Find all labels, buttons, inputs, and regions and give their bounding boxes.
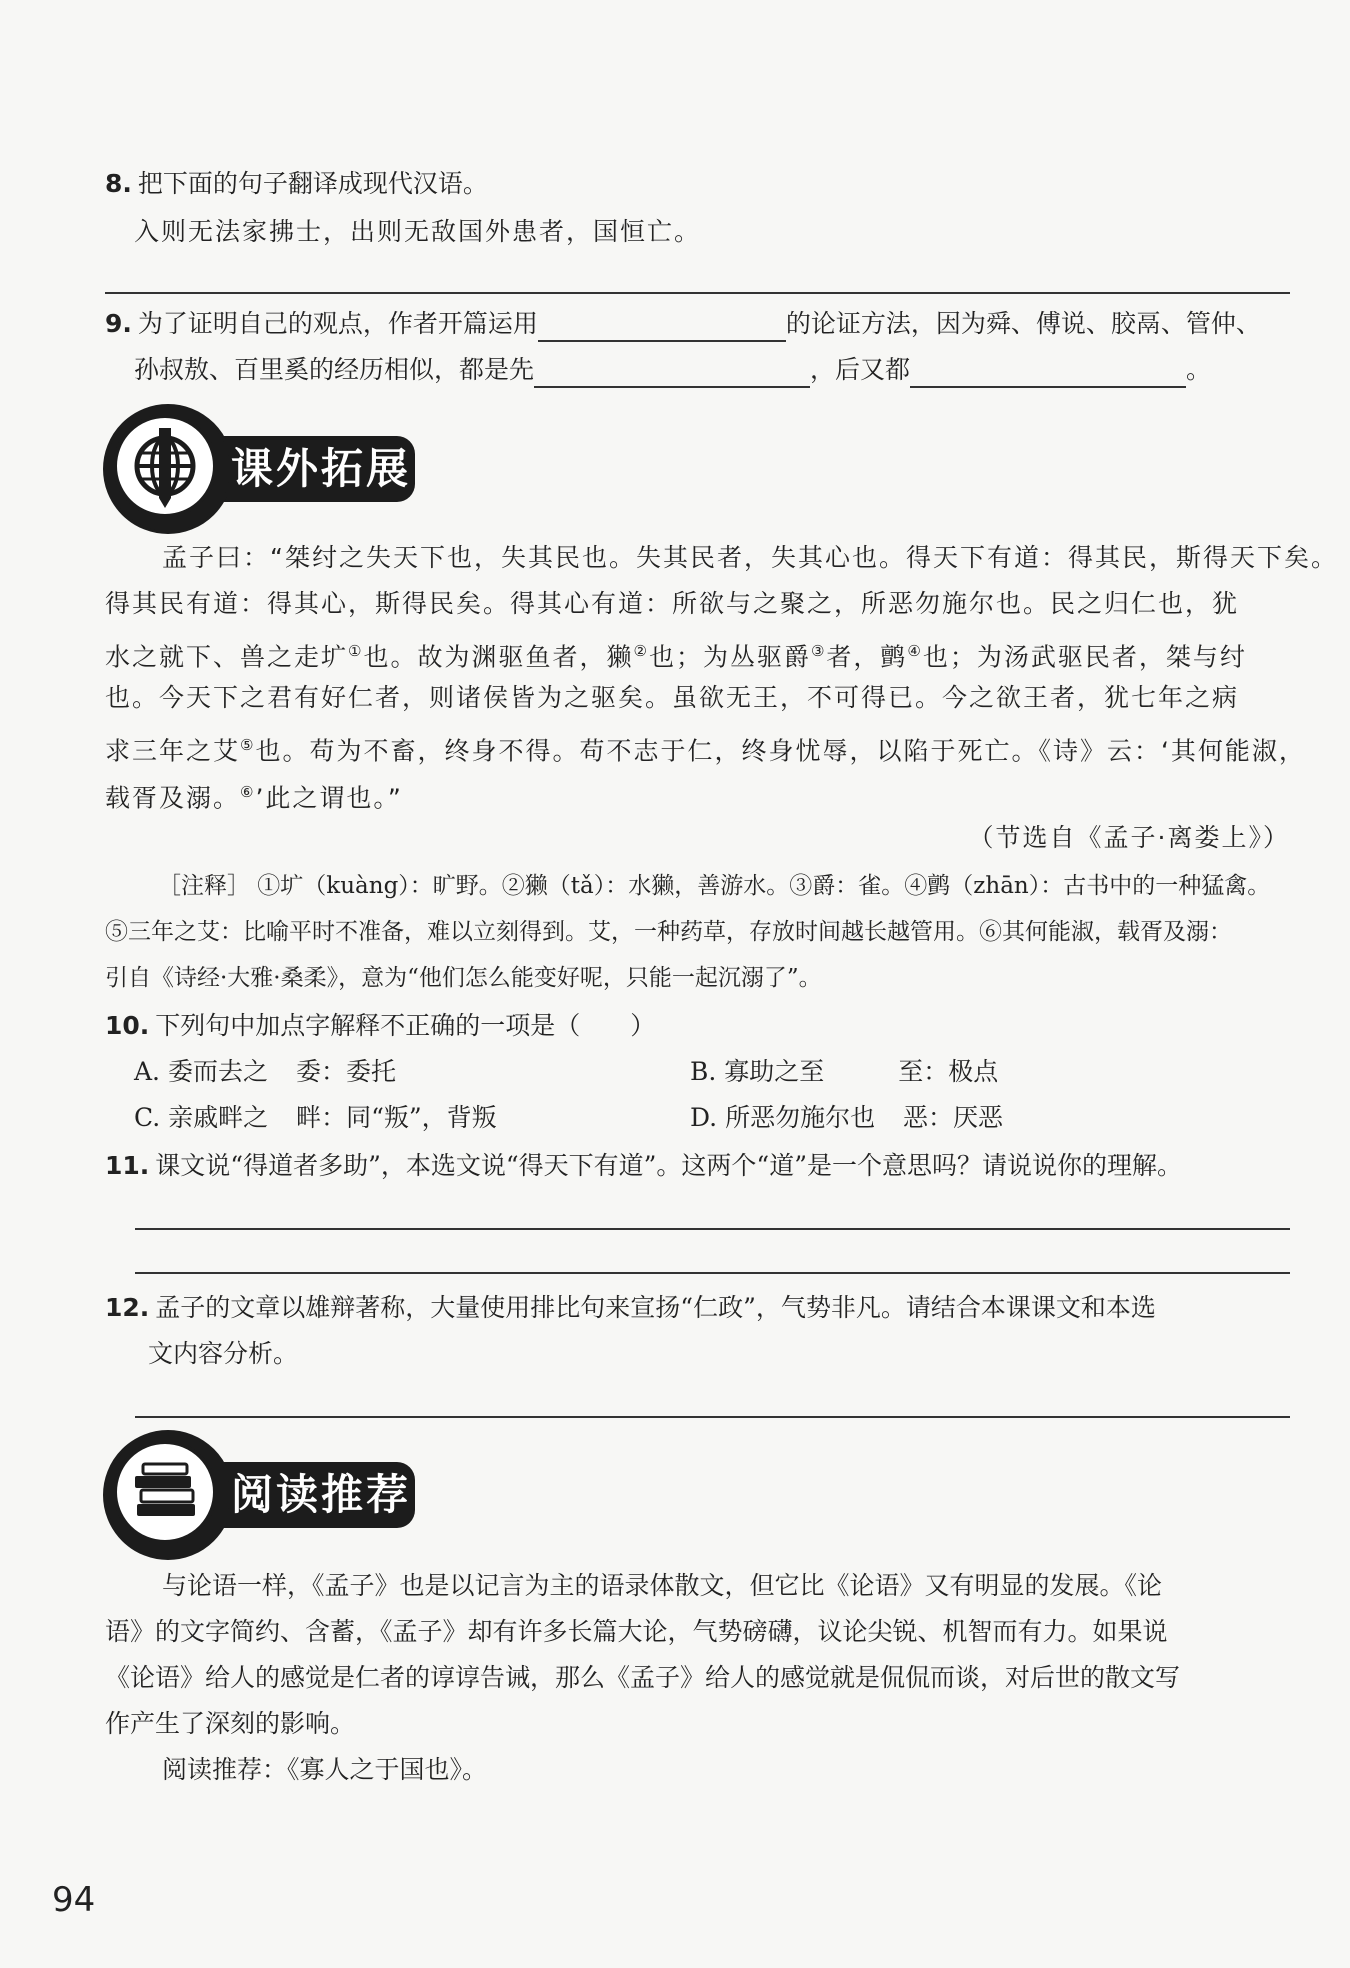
answer-line-q8[interactable] — [105, 292, 1290, 294]
option-phrase: 寡助之至 — [724, 1057, 825, 1086]
option-label: D. — [690, 1103, 718, 1132]
option-label: B. — [690, 1057, 717, 1086]
passage-text: 也；为丛驱爵 — [648, 642, 811, 672]
passage-line: 也。今天下之君有好仁者，则诸侯皆为之驱矣。虽欲无王，不可得已。今之欲王者，犹七年之病 — [105, 683, 1240, 712]
globe-pen-icon — [119, 420, 211, 512]
option-phrase: 所恶勿施尔也 — [725, 1103, 876, 1132]
question-text: 孙叔敖、百里奚的经历相似，都是先 — [134, 355, 535, 384]
footnote-marker[interactable]: ④ — [907, 642, 923, 660]
passage-line — [105, 633, 1290, 675]
footnote-marker[interactable]: ③ — [810, 642, 827, 660]
recommend-line: 作产生了深刻的影响。 — [105, 1709, 356, 1738]
passage-line: 得其民有道：得其心，斯得民矣。得其心有道：所欲与之聚之，所恶勿施尔也。民之归仁也，犹 — [105, 589, 1240, 618]
recommend-line: 语》的文字简约、含蓄，《孟子》却有许多长篇大论，气势磅礴，议论尖锐、机智而有力。如果说 — [105, 1617, 1168, 1646]
question-number: 11. — [105, 1151, 150, 1180]
footnote-marker[interactable]: ① — [348, 642, 364, 660]
question-text: 课文说“得道者多助”，本选文说“得天下有道”。这两个“道”是一个意思吗？请说说你的理解。 — [155, 1151, 1182, 1180]
question-text: 的论证方法，因为舜、傅说、胶鬲、管仲、 — [785, 309, 1261, 338]
passage-text: 求三年之艾 — [105, 736, 241, 766]
question-8-quote: 入则无法家拂士，出则无敌国外患者，国恒亡。 — [134, 217, 702, 246]
section-title: 阅读推荐 — [231, 1470, 412, 1519]
option-phrase: 亲戚畔之 — [168, 1103, 269, 1132]
option-c[interactable] — [134, 1100, 694, 1136]
question-11 — [105, 1148, 1290, 1184]
footnote-marker[interactable]: ⑥ — [240, 783, 256, 801]
passage-line — [105, 727, 1306, 769]
question-9 — [105, 306, 1290, 342]
section-title: 课外拓展 — [231, 444, 412, 493]
question-text: 。 — [1186, 355, 1212, 384]
recommend-line: 与论语一样，《孟子》也是以记言为主的语录体散文，但它比《论语》又有明显的发展。《论 — [162, 1571, 1163, 1600]
books-icon — [119, 1446, 211, 1538]
notes-line: ［注释］ ①圹（kuàng）：旷野。②獭（tǎ）：水獭，善游水。③爵：雀。④鹯（zhān）：古书中的一种猛禽。 — [158, 873, 1271, 899]
question-text: 孟子的文章以雄辩著称，大量使用排比句来宣扬“仁政”，气势非凡。请结合本课课文和本选 — [155, 1293, 1156, 1322]
fill-blank-1[interactable] — [538, 312, 786, 342]
question-text: 为了证明自己的观点，作者开篇运用 — [137, 309, 538, 338]
section-header-extension — [103, 404, 423, 536]
question-number: 10. — [105, 1011, 150, 1040]
question-number: 12. — [105, 1293, 150, 1322]
passage-text: 也；为汤武驱民者，桀与纣 — [922, 642, 1247, 672]
answer-line-q11-1[interactable] — [135, 1228, 1290, 1230]
question-12-cont: 文内容分析。 — [148, 1339, 299, 1368]
question-number: 8. — [105, 169, 132, 198]
question-text: 把下面的句子翻译成现代汉语。 — [137, 169, 488, 198]
option-label: C. — [134, 1103, 161, 1132]
passage-text: 水之就下、兽之走圹 — [105, 642, 349, 672]
recommend-reading: 阅读推荐：《寡人之于国也》。 — [162, 1755, 488, 1784]
recommend-line: 《论语》给人的感觉是仁者的谆谆告诫，那么《孟子》给人的感觉就是侃侃而谈，对后世的散文写 — [105, 1663, 1181, 1692]
option-a[interactable] — [134, 1054, 694, 1090]
question-text: 下列句中加点字解释不正确的一项是（ ） — [155, 1011, 656, 1040]
question-8 — [105, 166, 1290, 202]
option-phrase: 委而去之 — [167, 1057, 268, 1086]
fill-blank-2[interactable] — [534, 358, 810, 388]
passage-text: 也。故为渊驱鱼者，獭 — [363, 642, 634, 672]
passage-line — [105, 774, 1290, 816]
answer-line-q12[interactable] — [135, 1416, 1290, 1418]
option-b[interactable] — [690, 1054, 1250, 1090]
question-9-cont — [134, 352, 1290, 388]
option-meaning: 委：委托 — [295, 1057, 396, 1086]
option-meaning: 至：极点 — [898, 1057, 999, 1086]
passage-line: 孟子曰：“桀纣之失天下也，失其民也。失其民者，失其心也。得天下有道：得其民，斯得天下矣。 — [162, 543, 1338, 572]
fill-blank-3[interactable] — [910, 358, 1186, 388]
notes-line: ⑤三年之艾：比喻平时不准备，难以立刻得到。艾，一种药草，存放时间越长越管用。⑥其何能淑，载胥及溺： — [105, 919, 1232, 945]
footnote-marker[interactable]: ② — [633, 642, 649, 660]
option-meaning: 畔：同“叛”，背叛 — [296, 1103, 497, 1132]
question-text: ，后又都 — [810, 355, 911, 384]
passage-text: 者，鹯 — [826, 642, 908, 672]
question-12 — [105, 1290, 1290, 1326]
option-meaning: 恶：厌恶 — [903, 1103, 1004, 1132]
passage-text: 载胥及溺。 — [105, 783, 241, 813]
answer-line-q11-2[interactable] — [135, 1272, 1290, 1274]
option-label: A. — [134, 1057, 161, 1086]
passage-text: ’此之谓也。” — [255, 783, 403, 813]
question-10 — [105, 1008, 1290, 1044]
notes-line: 引自《诗经·大雅·桑柔》，意为“他们怎么能变好呢，只能一起沉溺了”。 — [105, 965, 822, 991]
section-header-recommend — [103, 1430, 423, 1562]
question-number: 9. — [105, 309, 132, 338]
option-d[interactable] — [690, 1100, 1250, 1136]
footnote-marker[interactable]: ⑤ — [240, 736, 256, 754]
passage-source: （节选自《孟子·离娄上》） — [968, 823, 1290, 852]
page-number: 94 — [52, 1880, 96, 1920]
passage-text: 也。苟为不畜，终身不得。苟不志于仁，终身忧辱，以陷于死亡。《诗》云：‘其何能淑， — [255, 736, 1306, 766]
